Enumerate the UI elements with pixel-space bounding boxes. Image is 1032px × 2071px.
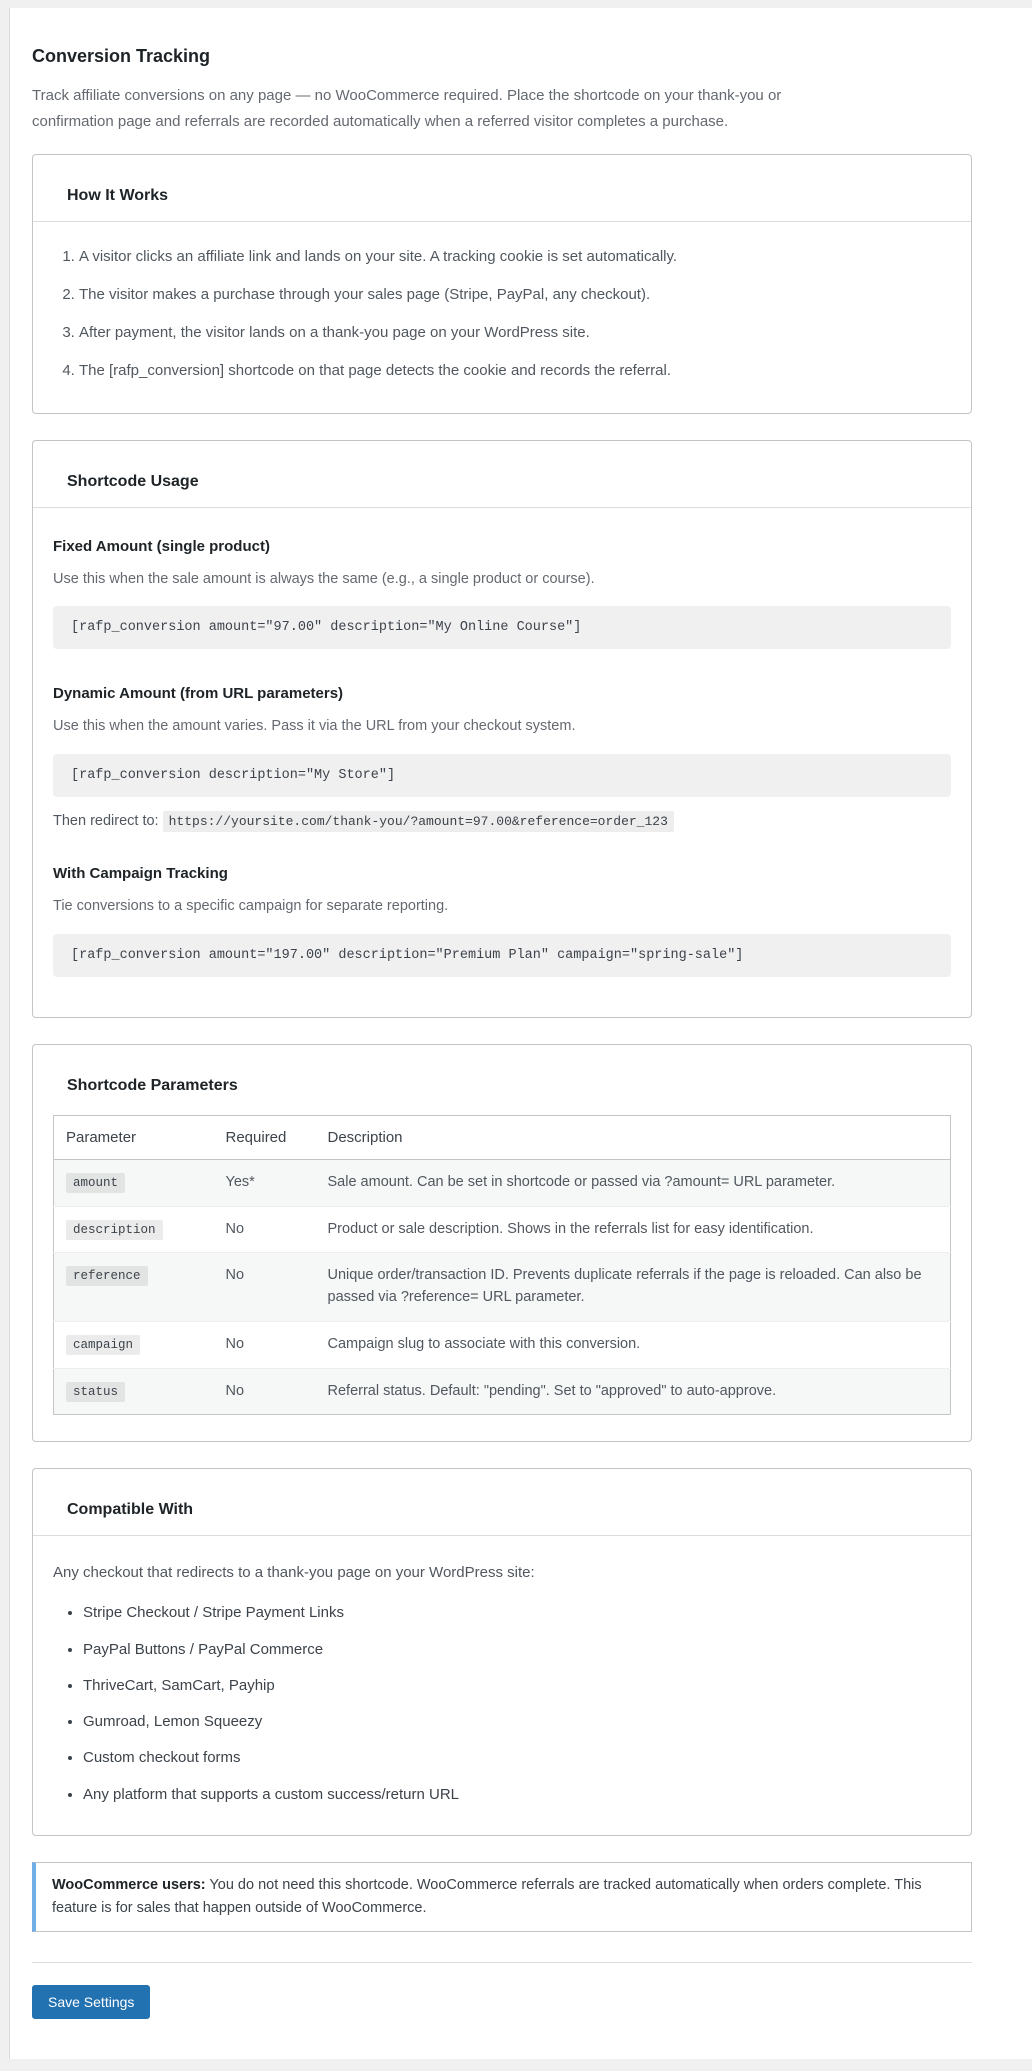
how-it-works-body (33, 222, 971, 413)
campaign-tracking-shortcode: [rafp_conversion amount="197.00" description="Premium Plan" campaign="spring-sale"] (53, 934, 951, 977)
redirect-line (53, 813, 951, 829)
step-item: 4. The [rafp_conversion] shortcode on that page detects the cookie and records the referral. (79, 360, 951, 381)
compatible-list (53, 1603, 951, 1805)
param-description: Unique order/transaction ID. Prevents duplicate referrals if the page is reloaded. Can also be passed via ?reference= URL parameter. (327, 1267, 922, 1305)
notice-lead: WooCommerce users: (52, 1876, 206, 1893)
shortcode-parameters-body (33, 1105, 971, 1442)
campaign-tracking-heading: With Campaign Tracking (53, 865, 228, 882)
list-item: • Stripe Checkout / Stripe Payment Links (83, 1603, 951, 1623)
dynamic-amount-description: Use this when the amount varies. Pass it via the URL from your checkout system. (53, 718, 576, 735)
how-it-works-card (32, 154, 972, 414)
list-item: • Any platform that supports a custom success/return URL (83, 1785, 951, 1805)
list-item: • PayPal Buttons / PayPal Commerce (83, 1640, 951, 1660)
table-row (54, 1206, 951, 1253)
page-title: Conversion Tracking (32, 46, 211, 66)
compatible-with-card (32, 1468, 972, 1836)
table-row (54, 1159, 951, 1206)
table-row (54, 1253, 951, 1322)
dynamic-amount-shortcode: [rafp_conversion description="My Store"] (53, 754, 951, 797)
step-item: 3. After payment, the visitor lands on a thank-you page on your WordPress site. (79, 322, 951, 343)
woocommerce-notice (32, 1862, 972, 1932)
parameters-header-row (54, 1115, 951, 1159)
param-name: reference (66, 1266, 148, 1286)
redirect-url-code: https://yoursite.com/thank-you/?amount=97.00&reference=order_123 (163, 811, 674, 832)
fixed-amount-heading: Fixed Amount (single product) (53, 537, 270, 555)
param-name: amount (66, 1173, 125, 1193)
param-name: campaign (66, 1335, 140, 1355)
how-it-works-steps (53, 246, 951, 381)
shortcode-parameters-card (32, 1044, 972, 1443)
parameters-table (53, 1115, 951, 1416)
param-required: No (225, 1267, 245, 1284)
param-name: description (66, 1220, 163, 1240)
shortcode-usage-body (33, 508, 971, 1017)
param-required: No (225, 1335, 245, 1352)
list-item: • Gumroad, Lemon Squeezy (83, 1712, 951, 1732)
param-required: No (225, 1382, 245, 1399)
param-required: No (225, 1220, 245, 1237)
step-item: 2. The visitor makes a purchase through your sales page (Stripe, PayPal, any checkout). (79, 284, 951, 305)
page-intro: Track affiliate conversions on any page — no WooCommerce required. Place the shortcode on your thank-you or confirmation page and referrals are recorded automatically when a referred visitor completes a purchase. (32, 87, 782, 131)
list-item: • ThriveCart, SamCart, Payhip (83, 1676, 951, 1696)
column-description: Description (316, 1115, 951, 1159)
compatible-with-heading: Compatible With (33, 1469, 971, 1536)
woocommerce-notice-text (52, 1874, 955, 1920)
dynamic-amount-heading: Dynamic Amount (from URL parameters) (53, 685, 344, 703)
footer-divider (32, 1962, 972, 1963)
column-parameter: Parameter (54, 1115, 214, 1159)
step-item: 1. A visitor clicks an affiliate link and lands on your site. A tracking cookie is set automatically. (79, 246, 951, 267)
list-item: • Custom checkout forms (83, 1748, 951, 1768)
param-name: status (66, 1382, 125, 1402)
param-description: Referral status. Default: "pending". Set to "approved" to auto-approve. (327, 1382, 777, 1399)
how-it-works-heading: How It Works (33, 155, 971, 222)
shortcode-usage-heading: Shortcode Usage (33, 441, 971, 508)
param-description: Sale amount. Can be set in shortcode or passed via ?amount= URL parameter. (327, 1173, 836, 1190)
compatible-intro: Any checkout that redirects to a thank-you page on your WordPress site: (53, 1564, 535, 1582)
table-row (54, 1321, 951, 1368)
param-description: Campaign slug to associate with this conversion. (327, 1335, 641, 1352)
notice-body: You do not need this shortcode. WooCommerce referrals are tracked automatically when orders complete. This feature is for sales that happen outside of WooCommerce. (52, 1876, 922, 1916)
column-required: Required (214, 1115, 316, 1159)
fixed-amount-description: Use this when the sale amount is always the same (e.g., a single product or course). (53, 570, 595, 587)
redirect-label: Then redirect to: (53, 813, 159, 829)
save-settings-button[interactable]: Save Settings (32, 1985, 150, 2019)
table-row (54, 1368, 951, 1415)
param-description: Product or sale description. Shows in the referrals list for easy identification. (327, 1220, 814, 1237)
compatible-with-body (33, 1536, 971, 1835)
content-panel (9, 8, 1032, 2059)
param-required: Yes* (225, 1173, 255, 1190)
shortcode-usage-card (32, 440, 972, 1018)
campaign-tracking-description: Tie conversions to a specific campaign for separate reporting. (53, 898, 449, 914)
fixed-amount-shortcode: [rafp_conversion amount="97.00" description="My Online Course"] (53, 606, 951, 649)
shortcode-parameters-heading: Shortcode Parameters (67, 1076, 238, 1094)
